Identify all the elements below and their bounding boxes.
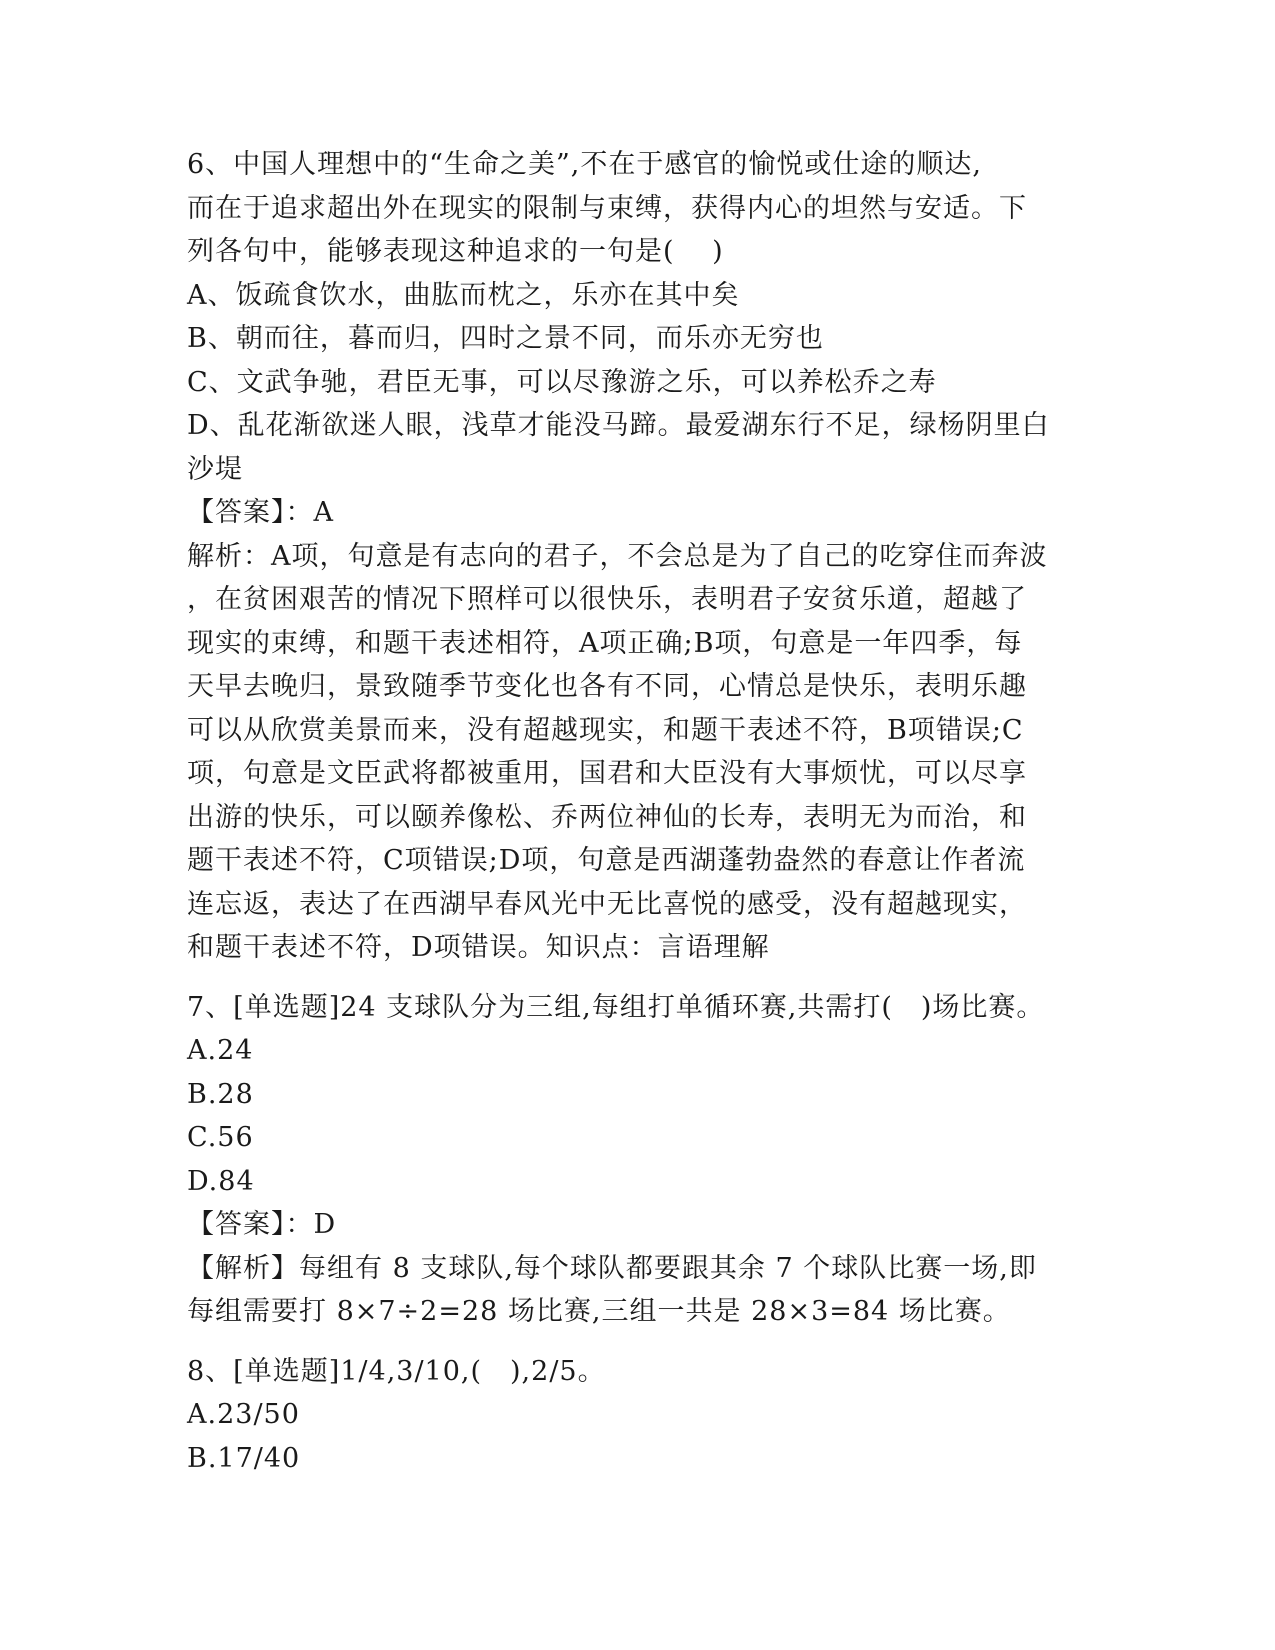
- question-6-option-d-continued: 沙堤: [187, 453, 243, 485]
- question-8: [187, 1350, 1087, 1481]
- question-6-option-d: D、乱花渐欲迷人眼，浅草才能没马蹄。最爱湖东行不足，绿杨阴里白: [187, 410, 1050, 441]
- question-8-option-a: A.23/50: [187, 1399, 300, 1430]
- question-7-analysis-line-2: 每组需要打 8×7÷2=28 场比赛,三组一共是 28×3=84 场比赛。: [187, 1296, 1011, 1327]
- question-7-answer: 【答案】：D: [187, 1209, 337, 1240]
- question-7-analysis-line-1: 【解析】每组有 8 支球队,每个球队都要跟其余 7 个球队比赛一场,即: [187, 1252, 1037, 1284]
- question-8-option-b: B.17/40: [187, 1442, 301, 1474]
- question-7-stem: 7、[单选题]24 支球队分为三组,每组打单循环赛,共需打( )场比赛。: [187, 991, 1045, 1023]
- question-6-analysis-line-4: 天早去晚归，景致随季节变化也各有不同，心情总是快乐，表明乐趣: [187, 671, 1027, 702]
- question-7: [187, 986, 1087, 1334]
- question-6-stem-line-1: 6、中国人理想中的“生命之美”,不在于感官的愉悦或仕途的顺达,: [187, 149, 982, 180]
- question-6-stem-line-3: 列各句中，能够表现这种追求的一句是( ): [187, 236, 724, 267]
- question-6-analysis-line-8: 题干表述不符，C项错误;D项，句意是西湖蓬勃盎然的春意让作者流: [187, 845, 1026, 876]
- question-6-option-c: C、文武争驰，君臣无事，可以尽豫游之乐，可以养松乔之寿: [187, 366, 937, 398]
- question-7-option-d: D.84: [187, 1165, 255, 1197]
- question-6-analysis-line-7: 出游的快乐，可以颐养像松、乔两位神仙的长寿，表明无为而治，和: [187, 801, 1027, 833]
- question-8-stem: 8、[单选题]1/4,3/10,( ),2/5。: [187, 1355, 606, 1387]
- question-6-analysis-line-6: 项，句意是文臣武将都被重用，国君和大臣没有大事烦忧，可以尽享: [187, 758, 1027, 789]
- question-6-option-a: A、饭疏食饮水，曲肱而枕之，乐亦在其中矣: [187, 279, 740, 311]
- question-6-analysis-line-1: 解析：A项，句意是有志向的君子，不会总是为了自己的吃穿住而奔波: [187, 540, 1048, 572]
- question-7-option-a: A.24: [187, 1035, 254, 1066]
- question-6-analysis-line-5: 可以从欣赏美景而来，没有超越现实，和题干表述不符，B项错误;C: [187, 714, 1024, 746]
- question-spacer: [187, 1334, 1087, 1350]
- question-6-analysis-line-2: ，在贫困艰苦的情况下照样可以很快乐，表明君子安贫乐道，超越了: [187, 584, 1027, 615]
- question-6-analysis-line-9: 连忘返，表达了在西湖早春风光中无比喜悦的感受，没有超越现实，: [187, 888, 1027, 920]
- question-6: [187, 143, 1087, 970]
- question-spacer: [187, 970, 1087, 986]
- question-6-option-b: B、朝而往，暮而归，四时之景不同，而乐亦无穷也: [187, 323, 824, 354]
- question-7-option-b: B.28: [187, 1078, 254, 1110]
- question-6-stem-line-2: 而在于追求超出外在现实的限制与束缚，获得内心的坦然与安适。下: [187, 192, 1027, 224]
- question-6-analysis-line-10: 和题干表述不符，D项错误。知识点：言语理解: [187, 932, 770, 963]
- document-page: [187, 143, 1087, 1480]
- question-7-option-c: C.56: [187, 1122, 254, 1153]
- question-6-answer: 【答案】：A: [187, 497, 334, 528]
- question-6-analysis-line-3: 现实的束缚，和题干表述相符，A项正确;B项，句意是一年四季，每: [187, 627, 1023, 659]
